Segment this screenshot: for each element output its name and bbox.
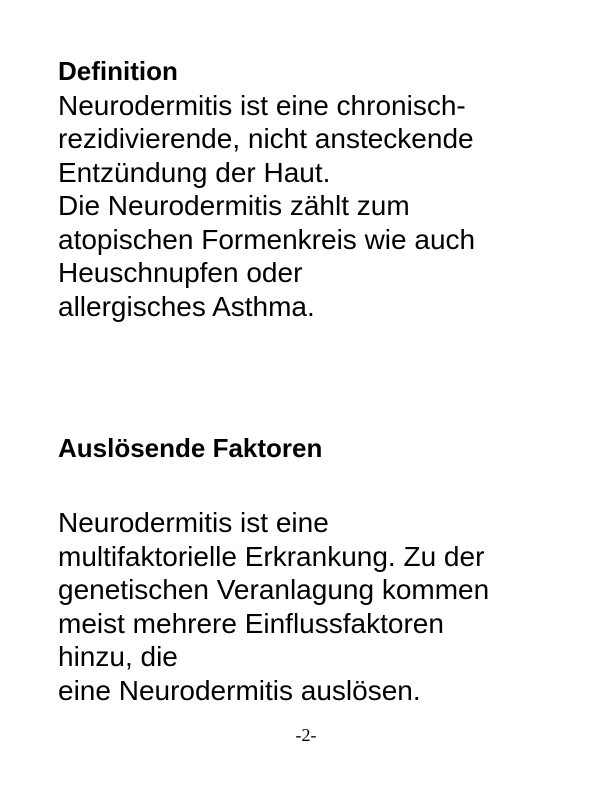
factors-line: genetischen Veranlagung kommen (58, 574, 490, 605)
definition-line: allergisches Asthma. (58, 290, 315, 322)
definition-heading: Definition (58, 56, 178, 86)
page-number: -2- (295, 725, 317, 745)
factors-line: hinzu, die (58, 641, 178, 672)
factors-line: Neurodermitis ist eine (58, 507, 329, 538)
definition-line: Entzündung der Haut. (58, 156, 331, 188)
factors-line: multifaktorielle Erkrankung. Zu der (58, 540, 485, 572)
definition-line: Neurodermitis ist eine chronisch- (58, 89, 466, 121)
factors-heading: Auslösende Faktoren (58, 433, 323, 463)
definition-line: rezidivierende, nicht ansteckende (58, 123, 474, 154)
factors-section (58, 506, 588, 707)
definition-line: Die Neurodermitis zählt zum (58, 190, 410, 221)
definition-section (58, 55, 588, 323)
definition-line: Heuschnupfen oder (58, 257, 303, 288)
definition-line: atopischen Formenkreis wie auch (58, 223, 476, 255)
factors-line: meist mehrere Einflussfaktoren (58, 607, 444, 639)
factors-line: eine Neurodermitis auslösen. (58, 674, 421, 706)
